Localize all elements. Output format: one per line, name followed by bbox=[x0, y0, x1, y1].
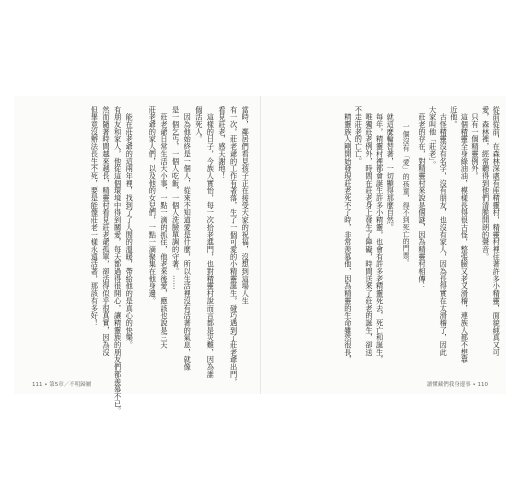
left-page-text-column: 因為他始終是一個人，從來不知道愛是什麼，所以生活裡沒有活著的氣息，就像 bbox=[183, 106, 193, 371]
book-spread bbox=[14, 96, 506, 415]
left-page-text-column: 但畢竟沒辦法長生不死，要是能像莊老一樣永遠活著，那該有多好！ bbox=[90, 106, 100, 327]
left-page-text-column: 莊老爺日常生活大小事，一點一滴的抓住，他老來後愛，應該也說是三天 bbox=[159, 106, 169, 349]
left-page-text-column: 是一個乞丐，一個人吃飯，一個人洗臉單調的守著。…… bbox=[171, 106, 181, 290]
right-page-quote: 一個沒有「愛」的孩童，得不到死亡的門票。 bbox=[402, 123, 411, 266]
right-page-text-column: 從前從前，在森林深處有座精靈村，精靈村裡住著許多小精靈，面貌純真又可 bbox=[492, 106, 502, 356]
left-page-text-column: 有一次，莊老爺的工作有著落，生了一個可愛的小精靈誕生，碰巧遇到了莊老爺出門， bbox=[229, 106, 239, 386]
right-page-text-column: 不走莊老的亡亡。 bbox=[354, 106, 364, 165]
left-page-text-column: 這樣的日子，今族人實怡，每一次拾老進門，也對精靈村說而言都是災難，因為誰 bbox=[206, 106, 216, 378]
right-page-text-column: 唯獨莊老例外，時間在莊老身上發生了障礙，時間送來了莊老的誕生，卻送 bbox=[364, 106, 374, 356]
left-page-text-column: 有朋友和家人，他從這個環境中得到關愛，每天都過得很開心，讓精靈族的朋友們都羨慕不已。 bbox=[113, 106, 123, 415]
right-page-text-column: 大家叫他「莊老」。 bbox=[428, 106, 438, 169]
right-page-text-column: 愛，森林裡，經常聽得到他們清脆開朗的聲音。 bbox=[481, 106, 491, 261]
left-page-text-column: 然而隨著時間越來越長，精靈村看見莊老爺孤單，卻活得似乎很真實，因為沒 bbox=[101, 106, 111, 356]
right-page-text-column: 這個精靈全身綠油油，模樣長得很古怪，整張臉又老又滑稽，連族人都不想靠 bbox=[460, 106, 470, 364]
left-page-footer: 111 • 第5章／不明歸屬 bbox=[32, 382, 92, 388]
right-page-text-column: 只有一個精靈例外。 bbox=[470, 106, 480, 180]
right-page-text-column: 近他。 bbox=[449, 106, 459, 129]
left-page-text-column: 當時，鄰居們看見孩子正在接受大家的祝福，沒想到這場人生 bbox=[241, 106, 251, 305]
left-page-text-column: 能在莊老爺的這兩年裡，找到了了人間的溫暖，帶給他的是真心的快樂。 bbox=[125, 106, 135, 349]
right-page-footer: 讀懂藏們我身邊事 • 110 bbox=[426, 382, 488, 388]
left-page-text-column: 看見莊老，感天謝地！ bbox=[217, 106, 227, 180]
right-page-text-column: 莊老的存在，對精靈村來說是個謎，因為精靈村相傳： bbox=[417, 106, 427, 290]
right-page-text-column: 就這麼輪替著，一切顯得那麼自然。 bbox=[386, 106, 396, 231]
right-page-text-column: 精靈族人剛開始發現莊老死不了時，非常羨慕他，因為精靈的生命雖然很長， bbox=[343, 106, 353, 364]
left-page-text-column: 莊老爺的家人們，以及他的女兒們，一點一滴聚集在他身邊。 bbox=[148, 106, 158, 305]
left-page-text-column: 個活死人。 bbox=[194, 106, 204, 143]
right-page-text-column: 古怪精靈沒有名字，沒有朋友，也沒有家人，因為長得實在太滑稽了，因此 bbox=[439, 106, 449, 356]
right-page-text-column: 每年，精靈村裡都會誕生許多小精靈，也會有許多老精靈死去，死亡和誕生， bbox=[375, 106, 385, 364]
